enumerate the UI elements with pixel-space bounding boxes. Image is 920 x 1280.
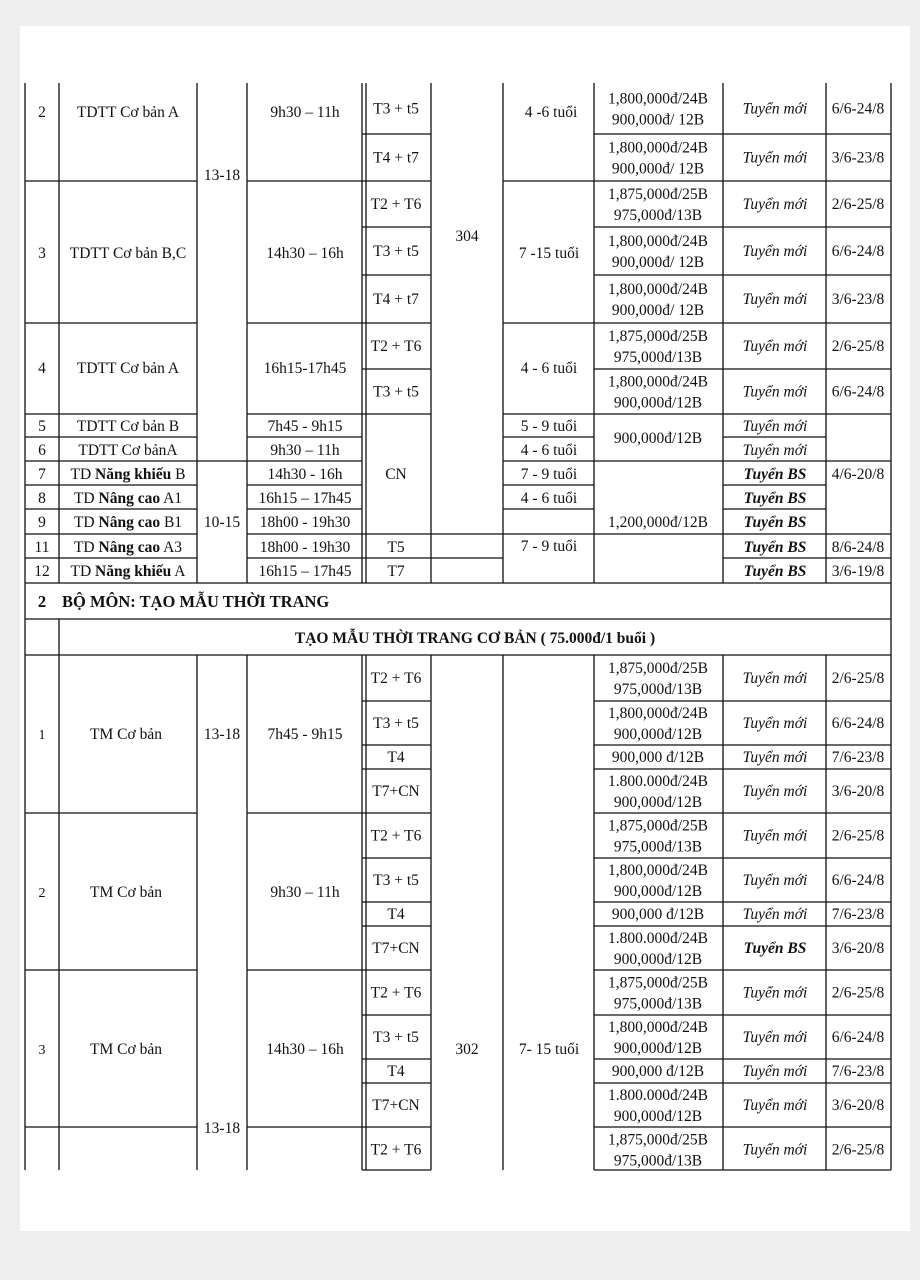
age-range: 5 - 9 tuổi [520,418,578,435]
age-range: 7 - 9 tuổi [520,538,578,555]
enrollment-status: Tuyển mới [742,1063,808,1080]
price-full: 1,800,000đ/24B [608,90,708,108]
row-no: 2 [38,104,46,121]
price-full: 1,875,000đ/25B [608,186,708,203]
room-number: 302 [455,1041,479,1058]
price-full: 1.800.000đ/24B [608,773,708,790]
age-range: 7- 15 tuổi [518,1041,580,1058]
course-dates: 3/6-20/8 [831,783,885,800]
price-half: 975,000đ/13B [613,1152,703,1170]
enrollment-status: Tuyển mới [742,243,808,260]
course-dates: 6/6-24/8 [831,100,885,118]
class-name: TM Cơ bản [90,884,162,901]
price-half: 975,000đ/13B [613,207,703,224]
price-half: 900,000đ/ 12B [611,254,705,271]
price-full: 1,875,000đ/25B [608,660,708,677]
class-day: T2 + T6 [370,338,422,355]
class-day: T4 [387,749,405,766]
class-name [70,563,186,580]
class-level: Nâng cao [98,490,161,507]
enrollment-status: Tuyển mới [742,1029,808,1046]
enrollment-status: Tuyển mới [742,149,808,167]
section1-session-rows [371,91,885,412]
class-day: T4 [387,1063,405,1080]
price-full: 1,800,000đ/24B [608,373,708,391]
row-no: 6 [38,442,46,459]
price-full: 1,875,000đ/25B [608,974,708,992]
class-day: T7+CN [372,1097,420,1114]
price-half: 975,000đ/13B [613,681,703,698]
class-day: T3 + t5 [373,1029,419,1046]
price-half: 900,000đ/ 12B [611,111,705,129]
class-time: 14h30 – 16h [266,245,344,262]
class-name-part: B [171,466,186,483]
class-name: TM Cơ bản [90,726,162,743]
age-range: 4 - 6 tuổi [520,442,578,459]
section-subtitle: TẠO MẪU THỜI TRANG CƠ BẢN ( 75.000đ/1 buổi ) [294,630,656,647]
class-time: 9h30 – 11h [270,104,340,121]
class-name [74,490,182,507]
class-day: T3 + t5 [373,243,419,260]
enrollment-status: Tuyển mới [742,418,808,435]
course-dates: 7/6-23/8 [831,749,885,766]
section2-session-rows [371,660,885,1170]
enrollment-status: Tuyển BS [743,514,807,531]
price-half: 975,000đ/13B [613,995,703,1013]
enrollment-status: Tuyển mới [742,100,808,118]
class-time: 9h30 – 11h [270,442,340,459]
row-no: 2 [38,886,46,901]
class-day: T4 + t7 [373,149,419,167]
course-dates: 6/6-24/8 [831,715,885,732]
row-no: 1 [38,728,46,743]
course-dates: 2/6-25/8 [831,338,885,355]
price-half: 900,000đ/12B [613,883,703,900]
class-name: TDTT Cơ bản A [76,360,180,377]
price-full: 1,800,000đ/24B [608,281,708,298]
price: 900,000đ/12B [613,430,703,447]
course-dates: 3/6-19/8 [831,563,885,580]
course-dates: 7/6-23/8 [831,1063,885,1080]
class-name: TDTT Cơ bản B [76,418,180,435]
row-no: 11 [34,539,50,556]
class-time: 14h30 - 16h [267,466,343,483]
class-name-part: A [171,563,186,580]
age-range: 7 -15 tuổi [518,245,580,262]
price-half: 900,000đ/12B [613,726,703,743]
price-half: 975,000đ/13B [613,349,703,366]
class-time: 18h00 - 19h30 [259,514,351,531]
row-no: 4 [38,360,46,377]
class-day: T3 + t5 [373,383,419,401]
price-full: 900,000 đ/12B [611,749,705,766]
section-title: BỘ MÔN: TẠO MẪU THỜI TRANG [62,592,330,611]
price-half: 975,000đ/13B [613,838,703,856]
class-time: 16h15 – 17h45 [258,490,352,507]
class-name-part: TD [73,490,99,507]
price-full: 1,875,000đ/25B [608,817,708,835]
class-day: T3 + t5 [373,872,419,889]
class-name [70,466,185,483]
class-name-part: TD [73,514,99,531]
class-time: 7h45 - 9h15 [267,726,343,743]
class-time: 16h15 – 17h45 [258,563,352,580]
price-full: 1.800.000đ/24B [608,1087,708,1104]
class-day: T2 + T6 [370,670,422,687]
enrollment-status: Tuyển mới [742,872,808,889]
enrollment-status: Tuyển BS [743,539,807,556]
section-number: 2 [37,592,47,611]
enrollment-status: Tuyển mới [742,383,808,401]
age-group: 10-15 [203,514,241,531]
enrollment-status: Tuyển mới [742,291,808,308]
price-full: 1,800,000đ/24B [608,705,708,722]
row-no: 3 [38,245,46,262]
enrollment-status: Tuyển mới [742,442,808,459]
class-time: 16h15-17h45 [263,360,347,377]
enrollment-status: Tuyển BS [743,563,807,580]
class-day: T2 + T6 [370,984,422,1002]
class-day: T2 + T6 [370,1141,422,1159]
course-dates: 3/6-23/8 [831,149,885,167]
class-name-part: A1 [160,490,183,507]
row-no: 12 [34,563,50,580]
class-name-part: TD [70,563,96,580]
class-day: T4 [387,906,405,923]
enrollment-status: Tuyển mới [742,906,808,923]
course-dates: 2/6-25/8 [831,1141,885,1159]
class-name-part: B1 [160,514,183,531]
price-half: 900,000đ/12B [613,1040,703,1057]
enrollment-status: Tuyển BS [743,490,807,507]
class-name: TDTT Cơ bảnA [78,442,178,459]
class-time: 9h30 – 11h [270,884,340,901]
course-dates: 3/6-20/8 [831,1097,885,1114]
course-dates: 6/6-24/8 [831,1029,885,1046]
course-dates: 6/6-24/8 [831,383,885,401]
price-half: 900,000đ/12B [613,794,703,811]
age-group: 13-18 [203,167,241,184]
enrollment-status: Tuyển mới [742,1097,808,1114]
price-half: 900,000đ/12B [613,394,703,412]
class-time: 14h30 – 16h [266,1041,344,1058]
course-dates: 6/6-24/8 [831,872,885,889]
class-day: T5 [387,539,405,556]
class-time: 7h45 - 9h15 [267,418,343,435]
enrollment-status: Tuyển mới [742,749,808,766]
class-day: T7 [387,563,405,580]
price-half: 900,000đ/12B [613,1108,703,1125]
price-full: 1,800,000đ/24B [608,139,708,157]
class-day: T3 + t5 [373,715,419,732]
course-dates: 4/6-20/8 [831,466,885,483]
row-no: 3 [38,1043,46,1058]
class-day: CN [385,466,407,483]
enrollment-status: Tuyển mới [742,196,808,213]
age-range: 4 - 6 tuổi [520,360,578,377]
price-half: 900,000đ/ 12B [611,302,705,319]
enrollment-status: Tuyển BS [743,940,807,957]
course-dates: 2/6-25/8 [831,196,885,213]
class-name [74,514,182,531]
class-time: 18h00 - 19h30 [259,539,351,556]
course-dates: 2/6-25/8 [831,984,885,1002]
row-no: 8 [38,490,46,507]
course-dates: 2/6-25/8 [831,670,885,687]
room-number: 304 [455,228,479,245]
class-day: T4 + t7 [373,291,419,308]
class-name: TDTT Cơ bản B,C [69,245,187,262]
class-name: TDTT Cơ bản A [76,104,180,121]
row-no: 9 [38,514,46,531]
course-dates: 6/6-24/8 [831,243,885,260]
class-name-part: A3 [160,539,183,556]
course-dates: 3/6-23/8 [831,291,885,308]
class-level: Nâng cao [98,539,161,556]
age-range: 7 - 9 tuổi [520,466,578,483]
course-dates: 2/6-25/8 [831,827,885,845]
course-dates: 7/6-23/8 [831,906,885,923]
class-name-part: TD [70,466,96,483]
course-dates: 3/6-20/8 [831,940,885,957]
age-group: 13-18 [203,1120,241,1137]
enrollment-status: Tuyển mới [742,827,808,845]
class-level: Năng khiếu [95,563,172,580]
class-level: Nâng cao [98,514,161,531]
price-full: 1,875,000đ/25B [608,1131,708,1149]
enrollment-status: Tuyển BS [743,466,807,483]
class-day: T3 + t5 [373,100,419,118]
age-range: 4 - 6 tuổi [520,490,578,507]
price-full: 1,800,000đ/24B [608,1019,708,1036]
enrollment-status: Tuyển mới [742,984,808,1002]
class-name-part: TD [73,539,99,556]
price-half: 900,000đ/12B [613,951,703,968]
price-full: 1,800,000đ/24B [608,233,708,250]
price-full: 1,800,000đ/24B [608,862,708,879]
row-no: 5 [38,418,46,435]
enrollment-status: Tuyển mới [742,715,808,732]
age-range: 4 -6 tuổi [524,104,578,121]
class-level: Năng khiếu [95,466,172,483]
price-half: 900,000đ/ 12B [611,160,705,178]
class-day: T7+CN [372,940,420,957]
enrollment-status: Tuyển mới [742,1141,808,1159]
class-day: T2 + T6 [370,827,422,845]
course-dates: 8/6-24/8 [831,539,885,556]
enrollment-status: Tuyển mới [742,338,808,355]
enrollment-status: Tuyển mới [742,783,808,800]
class-name [74,539,182,556]
class-day: T2 + T6 [370,196,422,213]
price-full: 1.800.000đ/24B [608,930,708,947]
price-full: 900,000 đ/12B [611,906,705,923]
price: 1,200,000đ/12B [608,514,708,531]
enrollment-status: Tuyển mới [742,670,808,687]
price-full: 1,875,000đ/25B [608,328,708,345]
price-full: 900,000 đ/12B [611,1063,705,1080]
row-no: 7 [38,466,46,483]
class-name: TM Cơ bản [90,1041,162,1058]
class-day: T7+CN [372,783,420,800]
age-group: 13-18 [203,726,241,743]
